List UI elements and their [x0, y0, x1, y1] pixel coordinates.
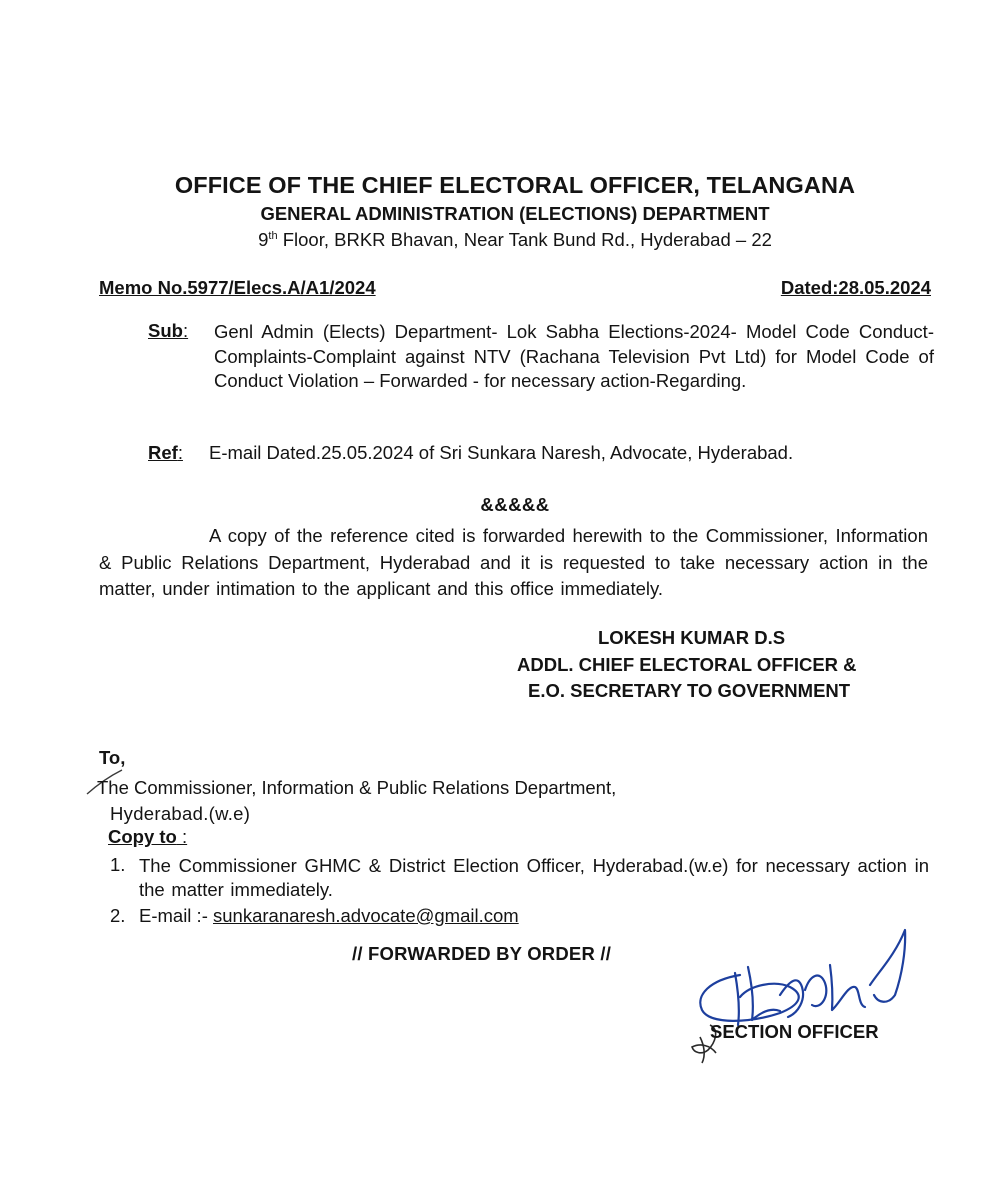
reference-label: Ref: — [148, 442, 183, 463]
memo-body: A copy of the reference cited is forwarded herewith to the Commissioner, Information & Public Relations Department, Hyderabad and it is requested to take necessary action in the matter, under intimation to the applicant and this office immediately. — [99, 525, 928, 599]
signatory-name: LOKESH KUMAR D.S — [598, 627, 786, 648]
signatory-designation-1: ADDL. CHIEF ELECTORAL OFFICER & — [517, 654, 857, 675]
to-label: To, — [99, 747, 126, 768]
section-separator: &&&&& — [480, 494, 550, 515]
copy-item-2-number: 2. — [110, 905, 126, 926]
address-floor-suffix: th — [268, 230, 278, 242]
copy-item-1-text: The Commissioner GHMC & District Election Officer, Hyderabad.(w.e) for necessary action in the matter immediately. — [139, 855, 929, 900]
address-text: Floor, BRKR Bhavan, Near Tank Bund Rd., Hyderabad – 22 — [277, 229, 772, 250]
department-title: GENERAL ADMINISTRATION (ELECTIONS) DEPARTMENT — [260, 203, 770, 224]
email-link[interactable]: sunkaranaresh.advocate@gmail.com — [213, 905, 519, 926]
copy-item-1-number: 1. — [110, 854, 126, 875]
copy-to-label: Copy to : — [108, 826, 188, 847]
to-recipient-line-2: Hyderabad.(w.e) — [110, 803, 251, 824]
to-recipient-line-1: The Commissioner, Information & Public Relations Department, — [97, 777, 617, 798]
signatory-designation-2: E.O. SECRETARY TO GOVERNMENT — [528, 680, 851, 701]
subject-text: Genl Admin (Elects) Department- Lok Sabha Elections-2024- Model Code Conduct- Complaints-Complaint against NTV (Rachana Television Pvt Ltd) for Model Code of Conduct Violation – Forwarded - for necessary action-Regarding. — [214, 321, 934, 391]
forwarded-by-order: // FORWARDED BY ORDER // — [352, 943, 612, 964]
memo-number: Memo No.5977/Elecs.A/A1/2024 — [99, 277, 376, 298]
address-floor-number: 9 — [258, 229, 269, 250]
memo-date: Dated:28.05.2024 — [780, 277, 931, 298]
copy-item-2-text: E-mail :- sunkaranaresh.advocate@gmail.com — [139, 905, 519, 926]
office-title: OFFICE OF THE CHIEF ELECTORAL OFFICER, TELANGANA — [174, 172, 856, 198]
office-address — [0, 229, 1004, 251]
handwritten-signature — [680, 925, 920, 1075]
reference-text: E-mail Dated.25.05.2024 of Sri Sunkara Naresh, Advocate, Hyderabad. — [209, 442, 794, 463]
subject-label: Sub: — [148, 320, 189, 341]
section-officer-label: SECTION OFFICER — [710, 1021, 879, 1042]
